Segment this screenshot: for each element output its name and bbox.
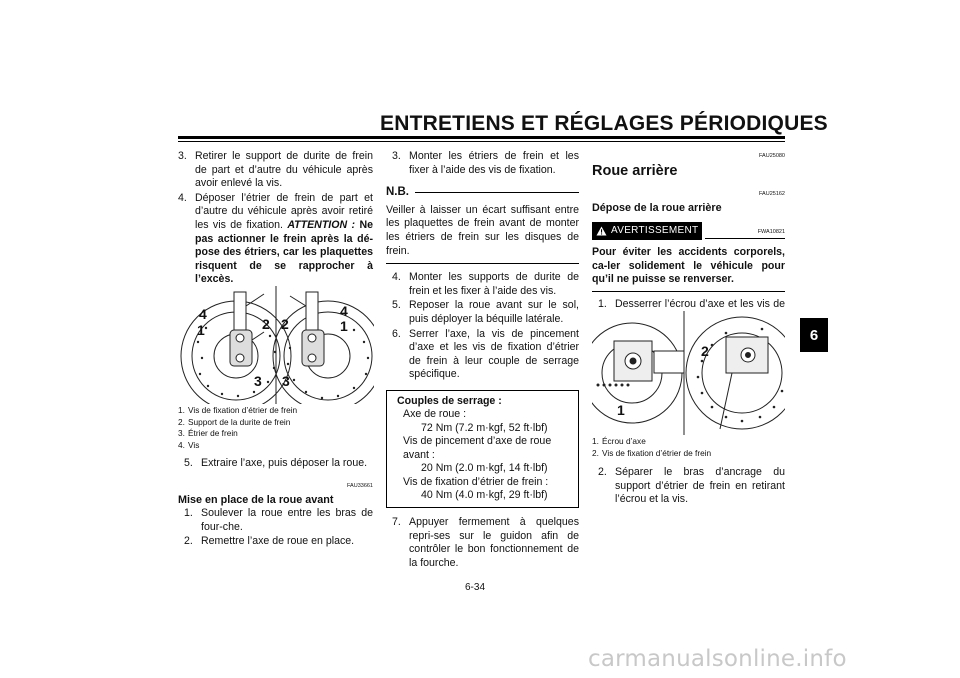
list-item: 1. Desserrer l’écrou d’axe et les vis de — [598, 297, 785, 310]
column-middle — [386, 150, 579, 571]
page-title: ENTRETIENS ET RÉGLAGES PÉRIODIQUES — [380, 112, 828, 135]
attention-label: ATTENTION : — [287, 218, 356, 231]
torque-box: Couples de serrage : Axe de roue : 72 Nm (7.2 m·kgf, 52 ft·lbf) Vis de pincement d’axe de roue avant : 20 Nm (2.0 m·kgf, 14 ft·lbf) Vis de fixation d’étrier de frein : 40 Nm (4.0 m·kgf, 29 ft·lbf) — [386, 390, 579, 508]
reference-code: FAU33661 — [347, 482, 373, 489]
figure-label-2-left: 2 — [262, 316, 270, 332]
note-rule — [415, 192, 579, 193]
page-number: 6-34 — [465, 582, 486, 593]
header-rule-thin — [178, 141, 785, 142]
section-heading: Dépose de la roue arrière — [592, 201, 722, 214]
caption-item: 2. Support de la durite de frein — [178, 416, 291, 427]
figure-caption — [592, 436, 785, 459]
list-item: 7. Appuyer fermement à quelques repri-ses sur le guidon afin de contrôler le bon fonctionnement de la fourche. — [392, 515, 579, 569]
list-item: 1. Soulever la roue entre les bras de four-che. — [184, 507, 373, 533]
column-right-lower — [592, 436, 785, 508]
reference-code: FWA10821 — [757, 229, 785, 236]
warning-text: Pour éviter les accidents corporels, ca-ler solidement le véhicule pour qu’il ne puisse se renverser. — [592, 245, 785, 286]
reference-code: FAU25080 — [759, 153, 785, 159]
figure-label-2-right: 2 — [281, 316, 289, 332]
list-item: 4. Déposer l’étrier de frein de part et d’autre du véhicule après avoir retiré les vis de fixation. ATTENTION : Ne pas actionner le frein après la dé-pose des étriers, car les plaquettes risquent de se rapprocher à l’excès. — [178, 191, 373, 286]
watermark: carmanualsonline.info — [588, 646, 847, 672]
column-right — [592, 150, 785, 326]
caption-item: 1. Écrou d’axe — [592, 436, 646, 446]
figure-label-4-left: 4 — [199, 306, 207, 322]
reference-code: FAU25162 — [759, 191, 785, 198]
figure-label-1-right: 1 — [340, 318, 348, 334]
chapter-tab: 6 — [800, 318, 828, 352]
caption-item: 1. Vis de fixation d’étrier de frein — [178, 405, 298, 415]
list-item: 4. Monter les supports de durite de frein et les fixer à l’aide des vis. — [392, 271, 579, 297]
torque-title: Couples de serrage : — [397, 394, 502, 407]
figure-label-1: 1 — [617, 402, 625, 418]
note-header — [386, 186, 579, 200]
warning-badge — [592, 222, 702, 240]
list-item: 5. Extraire l’axe, puis déposer la roue. — [184, 457, 368, 470]
note-title: N.B. — [386, 186, 409, 199]
list-item: 2. Séparer le bras d’ancrage du support d’étrier de frein en retirant l’écrou et la vis. — [598, 466, 785, 506]
list-item: 5. Reposer la roue avant sur le sol, puis déployer la béquille latérale. — [392, 299, 579, 325]
caption-item: 3. Étrier de frein — [178, 428, 238, 439]
caption-item: 4. Vis — [178, 439, 200, 450]
note-text: Veiller à laisser un écart suffisant entre les plaquettes de frein avant de monter les étriers de frein sur les disques de frein. — [386, 203, 579, 257]
figure-label-2: 2 — [701, 343, 709, 359]
figure-caption — [178, 405, 373, 451]
caption-item: 2. Vis de fixation d’étrier de frein — [592, 447, 712, 458]
list-item: 6. Serrer l’axe, la vis de pincement d’axe et les vis de fixation d’étrier de frein à leur couple de serrage spécifique. — [392, 327, 579, 381]
warning-header — [592, 222, 785, 240]
column-left-lower — [178, 405, 373, 550]
list-item: 3. Retirer le support de durite de frein de part et d’autre du véhicule après avoir enlevé la vis. — [178, 150, 373, 190]
figure-label-4-right: 4 — [340, 303, 348, 319]
figure-label-3-right: 3 — [282, 373, 290, 389]
note-end-rule — [386, 263, 579, 264]
list-item: 2. Remettre l’axe de roue en place. — [184, 535, 355, 548]
header-rule-thick — [178, 136, 785, 139]
section-heading: Mise en place de la roue avant — [178, 493, 334, 506]
figure-label-3-left: 3 — [254, 373, 262, 389]
attention-text: Ne pas actionner le frein après la dé-pose des étriers, car les plaquettes risquent de se rapprocher à l’excès. — [195, 218, 373, 286]
warning-triangle-icon — [596, 226, 607, 236]
section-title: Roue arrière — [592, 162, 678, 179]
warning-end-rule — [592, 291, 785, 292]
warning-label: AVERTISSEMENT — [611, 225, 699, 237]
list-item: 3. Monter les étriers de frein et les fixer à l’aide des vis de fixation. — [392, 150, 579, 176]
column-left — [178, 150, 373, 306]
figure-label-1-left: 1 — [197, 322, 205, 338]
